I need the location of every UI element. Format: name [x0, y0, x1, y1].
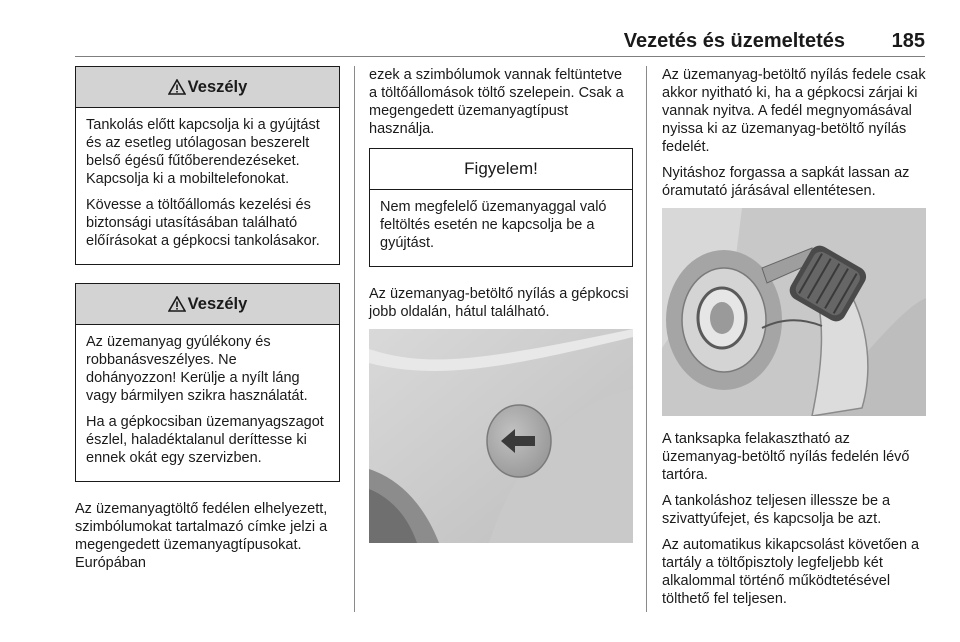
column-divider — [354, 66, 355, 612]
danger-box-header — [76, 284, 339, 325]
danger-box — [75, 283, 340, 482]
column-1 — [75, 66, 340, 580]
warning-triangle-icon — [168, 296, 186, 312]
notice-box-header: Figyelem! — [370, 149, 632, 190]
danger-box-title: Veszély — [187, 294, 248, 313]
body-paragraph: A tankoláshoz teljesen illessze be a szivattyúfejet, és kapcsolja be azt. — [662, 493, 891, 527]
danger-box-body — [76, 108, 339, 264]
danger-box-body — [76, 325, 339, 481]
chapter-title: Vezetés és üzemeltetés — [623, 30, 845, 52]
notice-box-body — [370, 190, 632, 266]
danger-paragraph: Az üzemanyag gyúlékony és robbanásveszélyes. Ne dohányozzon! Kerülje a nyílt láng vagy bármilyen szikra használatát. — [86, 334, 308, 404]
column-2 — [369, 66, 633, 543]
fuel-cap-illustration — [662, 208, 926, 416]
body-paragraph: Nyitáshoz forgassa a sapkát lassan az óramutató járásával ellentétesen. — [662, 165, 910, 199]
warning-triangle-icon — [168, 79, 186, 95]
danger-box — [75, 66, 340, 265]
fuel-door-location-illustration — [369, 329, 633, 543]
page-header — [75, 30, 925, 57]
notice-paragraph: Nem megfelelő üzemanyaggal való feltöltés esetén ne kapcsolja be a gyújtást. — [380, 199, 607, 251]
body-paragraph: Az üzemanyag-betöltő nyílás a gépkocsi jobb oldalán, hátul található. — [369, 286, 629, 320]
danger-paragraph: Tankolás előtt kapcsolja ki a gyújtást és az esetleg utólagosan beszerelt belső égésű fűtőberendezéseket. Kapcsolja ki a mobiltelefonokat. — [86, 117, 320, 187]
column-3 — [662, 66, 926, 616]
danger-box-header — [76, 67, 339, 108]
notice-box — [369, 148, 633, 267]
page-number: 185 — [891, 30, 925, 52]
body-paragraph: Az automatikus kikapcsolást követően a tartály a töltőpisztoly legfeljebb két alkalommal történő működtetésével tölthető fel teljesen. — [662, 537, 920, 607]
body-paragraph: Az üzemanyagtöltő fedélen elhelyezett, szimbólumokat tartalmazó címke jelzi a megengedett üzemanyagtípusokat. Európában — [75, 501, 328, 571]
body-paragraph: Az üzemanyag-betöltő nyílás fedele csak akkor nyitható ki, ha a gépkocsi zárjai ki vannak nyitva. A fedél megnyomásával nyissa ki az üzemanyag-betöltő nyílás fedelét. — [662, 67, 926, 155]
body-paragraph: A tanksapka felakasztható az üzemanyag-betöltő nyílás fedelén lévő tartóra. — [662, 431, 910, 483]
danger-paragraph: Ha a gépkocsiban üzemanyagszagot észlel, haladéktalanul deríttesse ki ennek okát egy szervizben. — [86, 414, 324, 466]
danger-box-title: Veszély — [187, 77, 248, 96]
column-divider — [646, 66, 647, 612]
body-paragraph: ezek a szimbólumok vannak feltüntetve a töltőállomások töltő szelepein. Csak a megengedett üzemanyagtípust használja. — [369, 67, 624, 137]
danger-paragraph: Kövesse a töltőállomás kezelési és biztonsági utasításában található előírásokat a gépkocsi tankolásakor. — [86, 197, 320, 249]
